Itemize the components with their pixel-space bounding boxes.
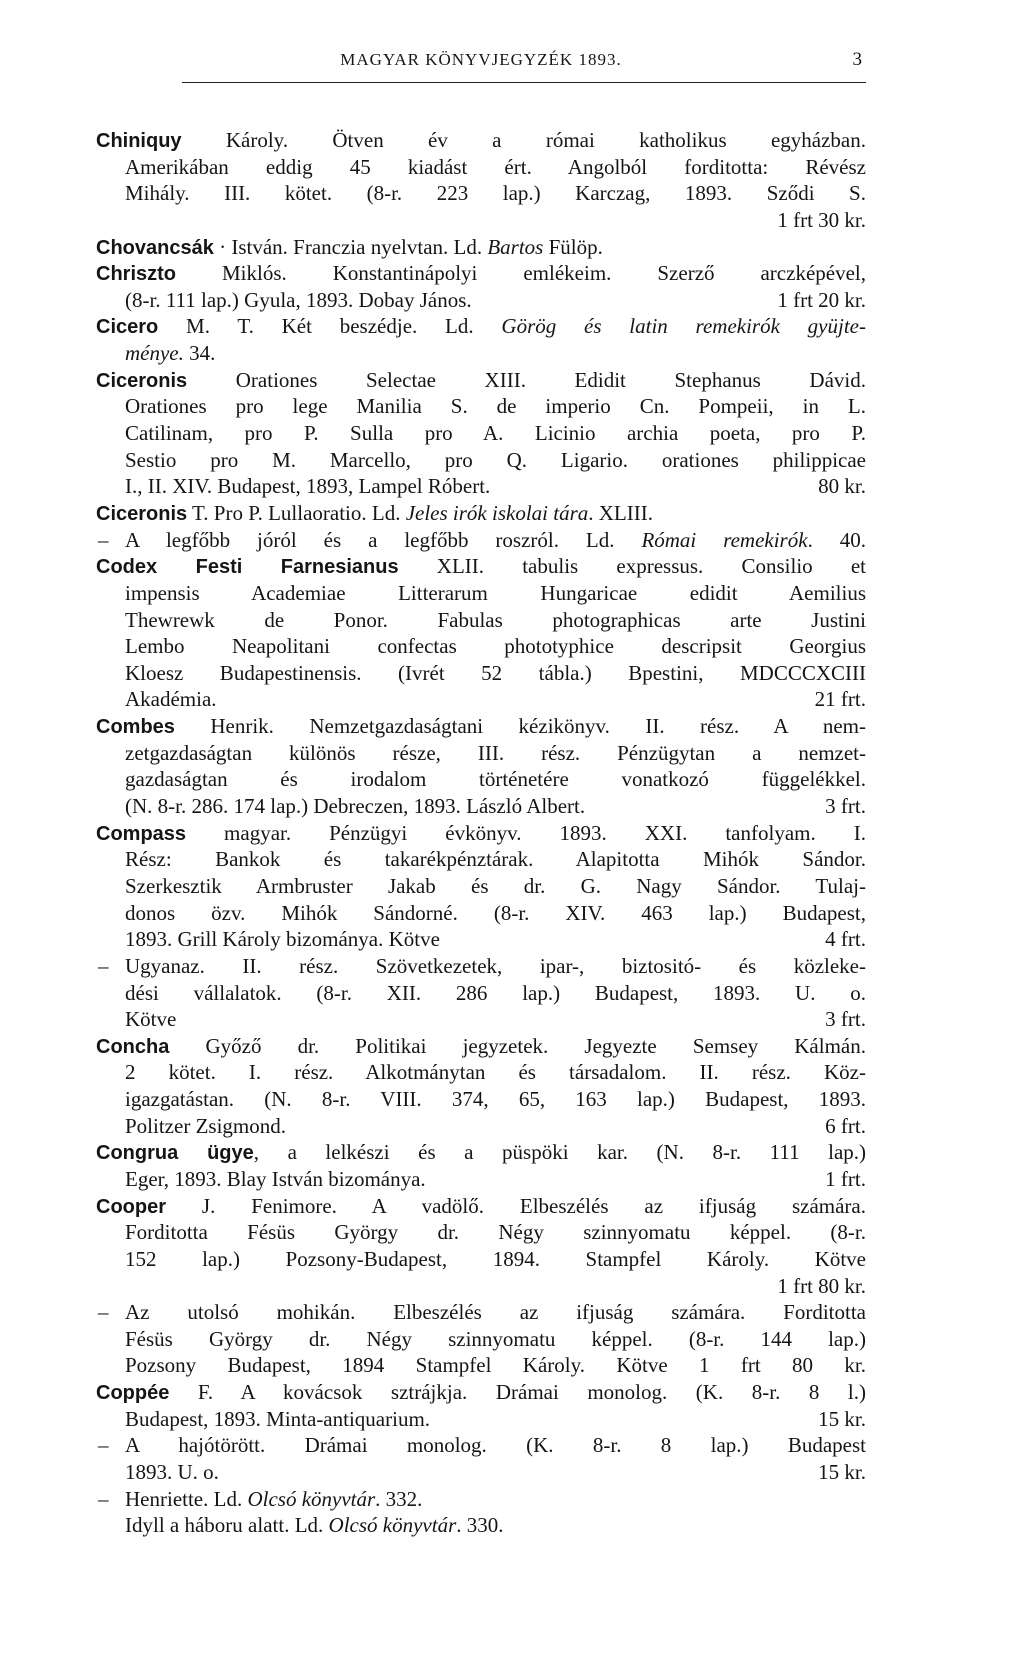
line-text	[125, 1299, 866, 1326]
entry-text: F. A kovácsok sztrájkja. Drámai monolog. (K. 8-r. 8 l.)	[169, 1380, 866, 1405]
line-text	[125, 447, 866, 474]
line-text	[125, 953, 866, 980]
entry-line	[96, 473, 866, 500]
entry-text: A legfőbb jóról és a legfőbb roszról. Ld.	[125, 527, 642, 552]
entry-line	[96, 1006, 866, 1033]
entry-text: Amerikában eddig 45 kiadást ért. Angolból forditotta: Révész	[125, 154, 866, 179]
entry-text: impensis Academiae Litterarum Hungaricae edidit Aemilius	[125, 580, 866, 605]
entry-line	[96, 1326, 866, 1353]
entry-line	[96, 1352, 866, 1379]
entry-text: Károly. Ötven év a római katholikus egyházban.	[181, 128, 866, 152]
line-text	[125, 980, 866, 1007]
entry-text: Thewrewk de Ponor. Fabulas photographicas arte Justini	[125, 607, 866, 632]
entry-text: · István. Franczia nyelvtan. Ld.	[213, 234, 488, 259]
line-text	[125, 660, 866, 687]
entry-text: . 332.	[375, 1486, 423, 1511]
entry-line	[96, 1246, 866, 1273]
entry-text: Kötve	[125, 1007, 177, 1032]
line-text	[96, 127, 866, 155]
entry-line	[96, 1512, 866, 1539]
line-text	[125, 1006, 795, 1033]
price: 6 frt.	[825, 1113, 866, 1138]
entry-head-line	[96, 820, 866, 847]
price: 15 kr.	[818, 1406, 866, 1431]
line-text	[125, 1486, 866, 1513]
line-text	[96, 1139, 866, 1167]
entry-line	[96, 447, 866, 474]
entry-head-line	[96, 500, 866, 527]
entry-text: Mihály. III. kötet. (8-r. 223 lap.) Karczag, 1893. Sződi S.	[125, 181, 866, 206]
series-title: Jeles irók iskolai tára	[405, 500, 589, 525]
entry-line	[96, 900, 866, 927]
line-text	[125, 393, 866, 420]
entry-line	[96, 154, 866, 181]
entry-text: Miklós. Konstantinápolyi emlékeim. Szerző arczképével,	[176, 261, 866, 286]
entry-text: . 40.	[807, 527, 867, 552]
line-text	[125, 1166, 795, 1193]
entry-text: Az utolsó mohikán. Elbeszélés az ifjuság számára. Forditotta	[125, 1300, 866, 1325]
line-text	[125, 527, 866, 554]
entry-text: 1893. Grill Károly bizománya. Kötve	[125, 927, 440, 952]
line-text	[125, 686, 785, 713]
entry-head-line	[96, 1139, 866, 1166]
entry-headword: Congrua ügye	[96, 1142, 254, 1165]
entry-line	[96, 1166, 866, 1193]
series-title: Olcsó könyvtár	[328, 1513, 457, 1538]
entry-text: J. Fenimore. A vadölő. Elbeszélés az ifjuság számára.	[166, 1193, 866, 1218]
running-title: MAGYAR KÖNYVJEGYZÉK 1893.	[340, 50, 622, 69]
line-text	[125, 793, 795, 820]
page-number: 3	[852, 49, 862, 70]
line-text	[125, 580, 866, 607]
entry-headword: Cicero	[96, 316, 159, 339]
entry-text: Henrik. Nemzetgazdaságtani kézikönyv. II. rész. A nem-	[174, 714, 866, 739]
line-text	[96, 367, 866, 395]
line-text	[125, 766, 866, 793]
entry-line	[96, 393, 866, 420]
entry-head-line	[96, 553, 866, 580]
series-title: Római remekirók	[641, 527, 808, 552]
entry-line	[96, 980, 866, 1007]
entry-text: T. Pro P. Lullaoratio. Ld.	[187, 500, 406, 525]
entry-headword: Cooper	[96, 1195, 166, 1218]
price: 1 frt 20 kr.	[777, 287, 866, 312]
entry-line	[96, 1459, 866, 1486]
line-text	[125, 207, 866, 234]
line-text	[96, 500, 866, 528]
entry-text: 1 frt 80 kr.	[777, 1273, 866, 1298]
line-text	[125, 846, 866, 873]
entry-headword: Chriszto	[96, 263, 176, 286]
entry-text: A hajótörött. Drámai monolog. (K. 8-r. 8 lap.) Budapest	[125, 1433, 866, 1458]
entry-headword: Codex Festi Farnesianus	[96, 556, 399, 579]
price-line	[96, 207, 866, 234]
entry-text: 152 lap.) Pozsony-Budapest, 1894. Stampfel Károly. Kötve	[125, 1246, 866, 1271]
line-text	[96, 820, 866, 848]
entry-line	[96, 180, 866, 207]
line-text	[125, 926, 795, 953]
entry-text: Pozsony Budapest, 1894 Stampfel Károly. Kötve 1 frt 80 kr.	[125, 1353, 866, 1378]
entry-head-line	[96, 127, 866, 154]
entry-text: Forditotta Fésüs György dr. Négy szinnyomatu képpel. (8-r.	[125, 1220, 866, 1245]
entry-text: Orationes pro lege Manilia S. de imperio Cn. Pompeii, in L.	[125, 394, 866, 419]
entry-text: gazdaságtan és irodalom történetére vonatkozó függelékkel.	[125, 767, 866, 792]
line-text	[125, 1113, 795, 1140]
entry-text: zetgazdaságtan különös része, III. rész. Pénzügytan a nemzet-	[125, 740, 866, 765]
entry-text: Fésüs György dr. Négy szinnyomatu képpel. (8-r. 144 lap.)	[125, 1326, 866, 1351]
line-text	[125, 633, 866, 660]
entry-text: Ugyanaz. II. rész. Szövetkezetek, ipar-, biztositó- és közleke-	[125, 953, 866, 978]
entry-headword: Chiniquy	[96, 130, 182, 152]
entry-text: Fülöp.	[543, 234, 603, 259]
entry-line	[96, 1219, 866, 1246]
line-text	[96, 313, 866, 341]
line-text	[125, 1352, 866, 1379]
line-text	[125, 1326, 866, 1353]
entry-text: igazgatástan. (N. 8-r. VIII. 374, 65, 163 lap.) Budapest, 1893.	[125, 1087, 866, 1112]
entry-head-line	[96, 234, 866, 261]
entry-text: Lembo Neapolitani confectas phototyphice descripsit Georgius	[125, 634, 866, 659]
entry-line	[96, 740, 866, 767]
entry-text: Henriette. Ld.	[125, 1486, 248, 1511]
entry-text: Idyll a háboru alatt. Ld.	[125, 1513, 329, 1538]
entry-line	[96, 580, 866, 607]
entry-sub-line	[96, 1432, 866, 1459]
entry-head-line	[96, 367, 866, 394]
line-text	[96, 1033, 866, 1061]
entry-text: Catilinam, pro P. Sulla pro A. Licinio archia poeta, pro P.	[125, 421, 866, 446]
line-text	[125, 1459, 788, 1486]
line-text	[125, 1432, 866, 1459]
entry-head-line	[96, 713, 866, 740]
entry-text: M. T. Két beszédje. Ld.	[158, 314, 502, 339]
line-text	[125, 740, 866, 767]
entry-text: 1893. U. o.	[125, 1460, 219, 1485]
line-text	[125, 1273, 866, 1300]
entry-text: Kloesz Budapestinensis. (Ivrét 52 tábla.) Bpestini, MDCCCXCIII	[125, 660, 866, 685]
entry-text: dési vállalatok. (8-r. XII. 286 lap.) Budapest, 1893. U. o.	[125, 980, 866, 1005]
entry-sub-line	[96, 1486, 866, 1513]
price: 3 frt.	[825, 794, 866, 819]
entry-text: (N. 8-r. 286. 174 lap.) Debreczen, 1893. László Albert.	[125, 794, 586, 819]
line-text	[125, 1246, 866, 1273]
entry-line	[96, 1113, 866, 1140]
line-text	[125, 420, 866, 447]
entry-line	[96, 660, 866, 687]
entry-sub-line	[96, 953, 866, 980]
price: 1 frt.	[825, 1166, 866, 1191]
entry-text: 34.	[183, 341, 216, 366]
entry-text: Eger, 1893. Blay István bizománya.	[125, 1166, 426, 1191]
entry-text: Sestio pro M. Marcello, pro Q. Ligario. orationes philippicae	[125, 447, 866, 472]
line-text	[96, 553, 866, 581]
entry-line	[96, 633, 866, 660]
entry-headword: Ciceronis	[96, 369, 188, 392]
entry-line	[96, 287, 866, 314]
line-text	[125, 900, 866, 927]
entry-line	[96, 873, 866, 900]
line-text	[125, 1219, 866, 1246]
entry-head-line	[96, 1033, 866, 1060]
entry-head-line	[96, 313, 866, 340]
line-text	[96, 1193, 866, 1221]
running-header	[96, 50, 866, 76]
entry-headword: Coppée	[96, 1382, 170, 1405]
entry-line	[96, 607, 866, 634]
entry-text: 1 frt 30 kr.	[777, 207, 866, 232]
entry-text: Budapest, 1893. Minta-antiquarium.	[125, 1406, 431, 1431]
entry-text: Orationes Selectae XIII. Edidit Stephanus Dávid.	[187, 367, 866, 392]
entry-text: 2 kötet. I. rész. Alkotmánytan és társadalom. II. rész. Köz-	[125, 1060, 866, 1085]
line-text	[125, 607, 866, 634]
entry-head-line	[96, 1379, 866, 1406]
entry-line	[96, 846, 866, 873]
entry-text: donos özv. Mihók Sándorné. (8-r. XIV. 463 lap.) Budapest,	[125, 900, 866, 925]
entry-text: Győző dr. Politikai jegyzetek. Jegyezte Semsey Kálmán.	[169, 1033, 866, 1058]
header-rule	[182, 82, 866, 83]
entry-line	[96, 1406, 866, 1433]
entry-head-line	[96, 260, 866, 287]
price: 4 frt.	[825, 927, 866, 952]
entry-line	[96, 793, 866, 820]
entry-headword: Ciceronis	[96, 502, 188, 525]
line-text	[125, 1512, 866, 1539]
entry-text: Politzer Zsigmond.	[125, 1113, 286, 1138]
price: 21 frt.	[814, 687, 866, 712]
series-title: Görög és latin remekirók gyüjte-	[501, 314, 866, 339]
entry-headword: Chovancsák	[96, 236, 214, 259]
entry-text: . XLIII.	[588, 500, 653, 525]
line-text	[96, 713, 866, 741]
entry-head-line	[96, 1193, 866, 1220]
line-text	[125, 1406, 788, 1433]
entry-line	[96, 340, 866, 367]
line-text	[125, 1086, 866, 1113]
entry-text: Rész: Bankok és takarékpénztárak. Alapitotta Mihók Sándor.	[125, 847, 866, 872]
entry-headword: Compass	[96, 822, 187, 845]
entry-text: magyar. Pénzügyi évkönyv. 1893. XXI. tanfolyam. I.	[186, 820, 866, 845]
entry-sub-line	[96, 1299, 866, 1326]
line-text	[125, 473, 788, 500]
entry-text: , a lelkészi és a püspöki kar. (N. 8-r. 111 lap.)	[253, 1140, 867, 1165]
series-title: ménye.	[125, 341, 184, 366]
entry-text: I., II. XIV. Budapest, 1893, Lampel Róbert.	[125, 474, 491, 499]
line-text	[125, 154, 866, 181]
line-text	[96, 234, 866, 262]
series-title: Bartos	[487, 234, 544, 259]
entry-text: Szerkesztik Armbruster Jakab és dr. G. Nagy Sándor. Tulaj-	[125, 873, 866, 898]
price-line	[96, 1273, 866, 1300]
line-text	[96, 1379, 866, 1407]
line-text	[125, 873, 866, 900]
price: 15 kr.	[818, 1460, 866, 1485]
entry-text: Akadémia.	[125, 687, 217, 712]
entry-text: XLII. tabulis expressus. Consilio et	[398, 554, 866, 579]
line-text	[125, 1059, 866, 1086]
line-text	[96, 260, 866, 288]
catalog-entries	[96, 127, 866, 1539]
entry-headword: Concha	[96, 1035, 170, 1058]
entry-text: . 330.	[456, 1513, 504, 1538]
price: 3 frt.	[825, 1007, 866, 1032]
line-text	[125, 287, 747, 314]
entry-line	[96, 1086, 866, 1113]
entry-line	[96, 420, 866, 447]
line-text	[125, 340, 866, 367]
entry-line	[96, 926, 866, 953]
line-text	[125, 180, 866, 207]
entry-line	[96, 766, 866, 793]
series-title: Olcsó könyvtár	[247, 1486, 376, 1511]
entry-line	[96, 686, 866, 713]
entry-text: (8-r. 111 lap.) Gyula, 1893. Dobay János.	[125, 287, 472, 312]
entry-headword: Combes	[96, 716, 175, 739]
price: 80 kr.	[818, 474, 866, 499]
entry-sub-line	[96, 527, 866, 554]
entry-line	[96, 1059, 866, 1086]
